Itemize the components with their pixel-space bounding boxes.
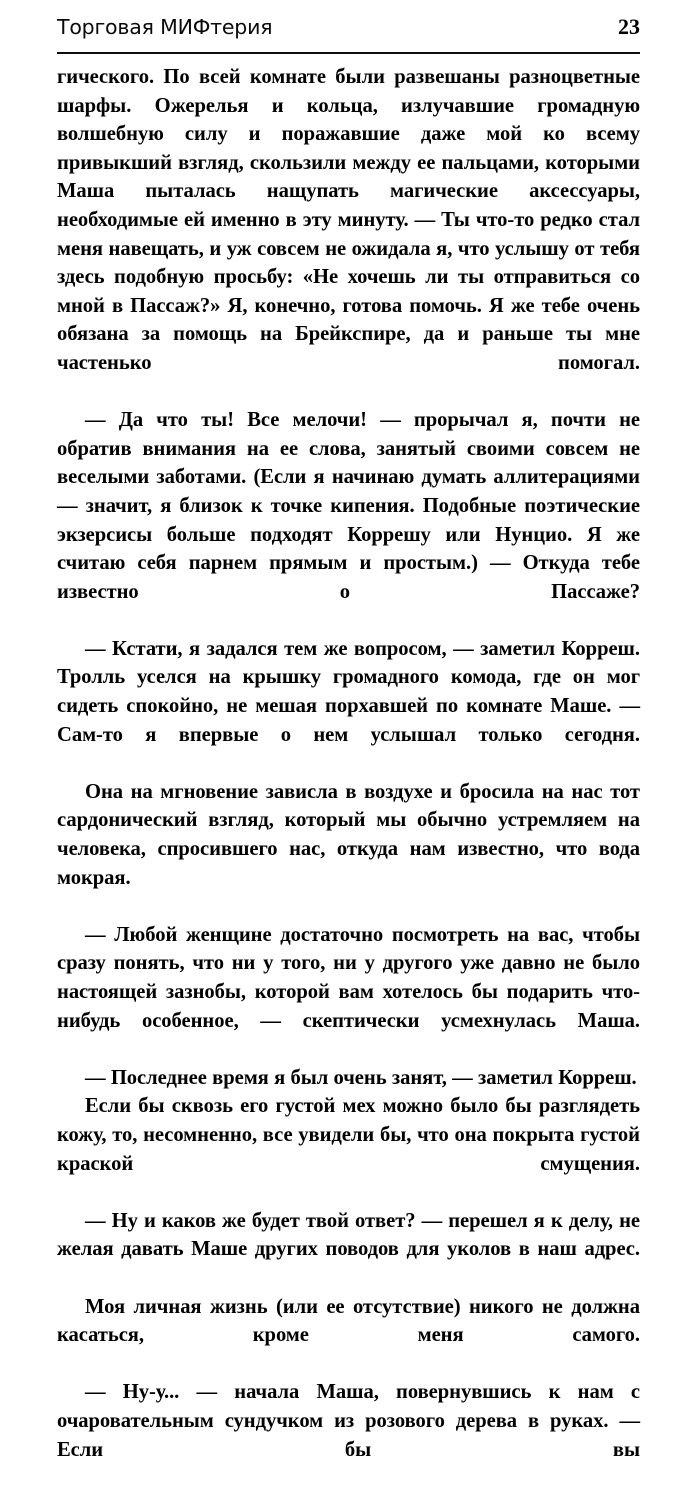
paragraph: Моя личная жизнь (или ее отсутствие) никого не должна касаться, кроме меня самого. [57, 1295, 640, 1347]
header-divider [57, 52, 640, 54]
paragraph: — Последнее время я был очень занят, — заметил Корреш. [85, 1066, 637, 1089]
paragraph: гического. По всей комнате были развешаны разноцветные шарфы. Ожерелья и кольца, излучавшие громадную волшебную силу и поражавшие даже мой ко всему привыкший взгляд, скользили между ее пальцами, которыми Маша пыталась нащупать магические аксессуары, необходимые ей именно в эту минуту. — Ты что-то редко стал меня навещать, и уж совсем не ожидала я, что услышу от тебя здесь подобную просьбу: «Не хочешь ли ты отправиться со мной в Пассаж?» Я, конечно, готова помочь. Я же тебе очень обязана за помощь на Брейкспире, да и раньше ты мне частенько помогал. [57, 66, 640, 374]
paragraph: — Кстати, я задался тем же вопросом, — заметил Корреш. Тролль уселся на крышку громадного комода, где он мог сидеть спокойно, не мешая порхавшей по комнате Маше. — Сам-то я впервые о нем услышал только сегодня. [57, 637, 640, 746]
paragraph: — Ну-у... — начала Маша, повернувшись к нам с очаровательным сундучком из розового дерева в руках. — Если бы вы [57, 1381, 640, 1461]
paragraph: Она на мгновение зависла в воздухе и бросила на нас тот сардонический взгляд, который мы обычно устремляем на человека, спросившего нас, откуда нам известно, что вода мокрая. [57, 780, 640, 889]
body-text-block [57, 63, 640, 1493]
running-head [57, 16, 640, 50]
page-number: 23 [618, 14, 640, 39]
paragraph: — Ну и каков же будет твой ответ? — перешел я к делу, не желая давать Маше других поводов для уколов в наш адрес. [57, 1209, 640, 1261]
paragraph: Если бы сквозь его густой мех можно было бы разглядеть кожу, то, несомненно, все увидели бы, что она покрыта густой краской смущения. [57, 1095, 640, 1175]
paragraph: — Да что ты! Все мелочи! — прорычал я, почти не обратив внимания на ее слова, занятый своими совсем не веселыми заботами. (Если я начинаю думать аллитерациями — значит, я близок к точке кипения. Подобные поэтические экзерсисы больше подходят Коррешу или Нунцио. Я же считаю себя парнем прямым и простым.) — Откуда тебе известно о Пассаже? [57, 409, 640, 603]
running-head-title: Торговая МИФтерия [57, 15, 273, 39]
paragraph: — Любой женщине достаточно посмотреть на вас, чтобы сразу понять, что ни у того, ни у другого уже давно не было настоящей зазнобы, которой вам хотелось бы подарить что-нибудь особенное, — скептически усмехнулась Маша. [57, 923, 640, 1032]
